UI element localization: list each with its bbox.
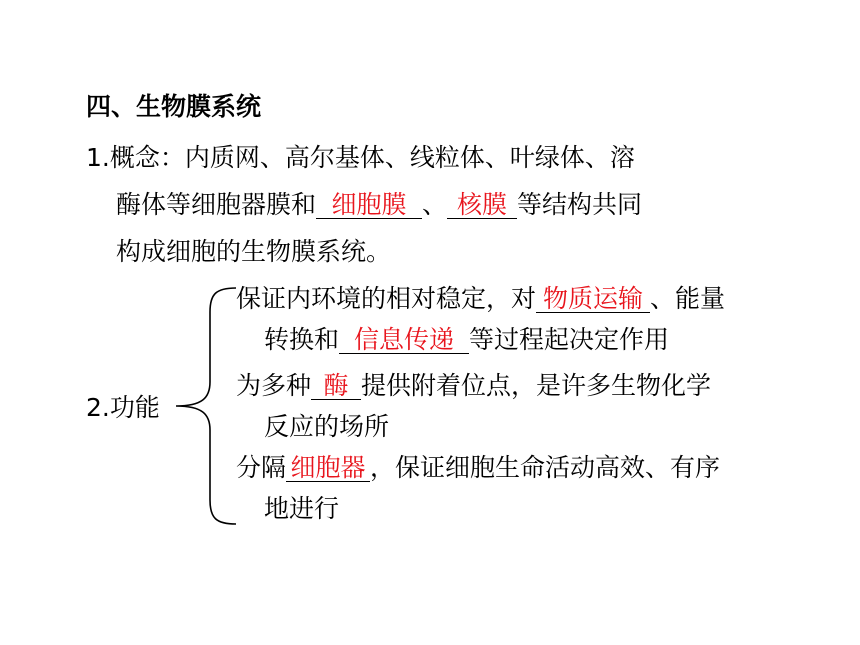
function-item-1-pre: 保证内环境的相对稳定，对	[236, 284, 537, 313]
function-item-2-line-1	[236, 371, 711, 401]
concept-line-3: 构成细胞的生物膜系统。	[116, 237, 392, 266]
answer-blank-enzyme: 酶	[311, 373, 361, 400]
function-label: 2.功能	[86, 393, 160, 422]
function-item-3-line-2: 地进行	[264, 494, 340, 523]
function-item-1-l2-post: 等过程起决定作用	[469, 325, 670, 354]
function-item-2-pre: 为多种	[236, 371, 312, 400]
concept-line-2	[116, 190, 642, 220]
answer-blank-information-transfer: 信息传递	[339, 327, 469, 354]
section-title: 四、生物膜系统	[86, 92, 262, 121]
curly-brace-icon	[172, 286, 240, 526]
function-item-2-line-2: 反应的场所	[264, 412, 390, 441]
function-item-1-l2-pre: 转换和	[264, 325, 340, 354]
function-item-3-post: ，保证细胞生命活动高效、有序	[370, 453, 721, 482]
function-item-1-line-2	[264, 325, 669, 355]
function-item-3-pre: 分隔	[236, 453, 287, 482]
answer-blank-cell-membrane: 细胞膜	[316, 192, 422, 219]
concept-line-1: 1.概念：内质网、高尔基体、线粒体、叶绿体、溶	[86, 143, 635, 172]
answer-blank-organelles: 细胞器	[286, 455, 370, 482]
function-item-3-line-1	[236, 453, 720, 483]
answer-blank-material-transport: 物质运输	[536, 286, 650, 313]
concept-separator: 、	[422, 190, 448, 219]
function-item-1-line-1	[236, 284, 725, 314]
function-item-2-post: 提供附着位点，是许多生物化学	[361, 371, 712, 400]
answer-blank-nuclear-membrane: 核膜	[447, 192, 517, 219]
concept-line-2-pre: 酶体等细胞器膜和	[116, 190, 317, 219]
concept-line-2-post: 等结构共同	[517, 190, 643, 219]
function-item-1-post: 、能量	[650, 284, 726, 313]
